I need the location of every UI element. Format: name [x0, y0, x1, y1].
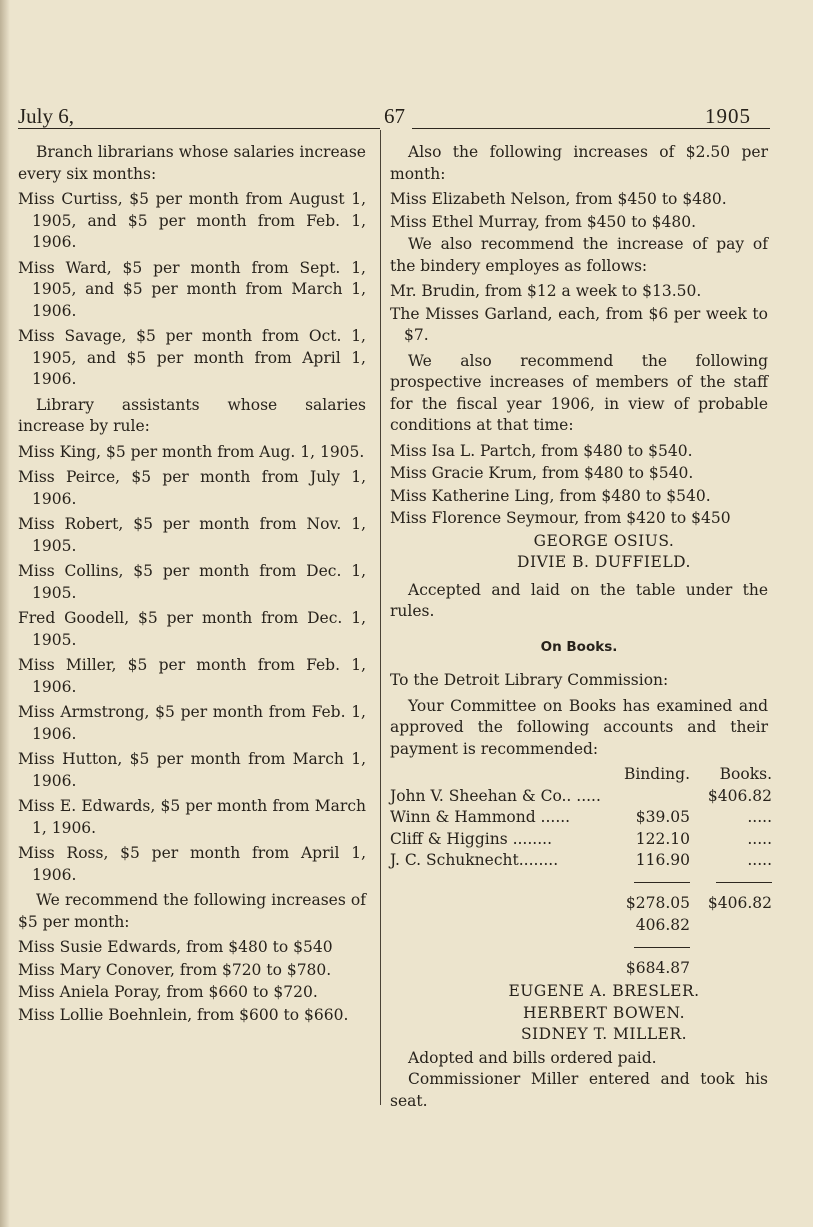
list-item: Miss Miller, $5 per month from Feb. 1, 1906. — [18, 656, 366, 696]
subtotal-rule — [716, 882, 772, 883]
table-row — [390, 829, 772, 851]
list-item: Miss Armstrong, $5 per month from Feb. 1, 1906. — [18, 703, 366, 743]
table-row — [390, 786, 772, 808]
signature-line: GEORGE OSIUS. — [533, 531, 675, 550]
list-item: Miss Robert, $5 per month from Nov. 1, 1905. — [18, 515, 366, 555]
books-amount: $406.82 — [707, 786, 772, 805]
list-item: Miss Savage, $5 per month from Oct. 1, 1905, and $5 per month from April 1, 1906. — [18, 327, 366, 388]
books-amount: ..... — [747, 808, 772, 826]
header-year: 1905 — [705, 104, 751, 128]
list-item: The Misses Garland, each, from $6 per week to $7. — [390, 304, 768, 344]
account-name: Cliff & Higgins ........ — [390, 829, 552, 848]
list-item: Mr. Brudin, from $12 a week to $13.50. — [390, 282, 702, 300]
list-item: Miss Curtiss, $5 per month from August 1, 1905, and $5 per month from Feb. 1, 1906. — [18, 190, 366, 251]
binding-subtotal: $278.05 — [625, 894, 690, 912]
account-name: Winn & Hammond ...... — [390, 808, 571, 826]
subtotal-rule — [634, 882, 690, 883]
signature-line: DIVIE B. DUFFIELD. — [517, 553, 691, 571]
page-number: 67 — [384, 104, 405, 128]
table-row — [390, 850, 772, 872]
header-rule-right — [412, 128, 770, 129]
adopted-note: Adopted and bills ordered paid. — [408, 1048, 657, 1067]
list-item: Miss Katherine Ling, from $480 to $540. — [390, 486, 711, 505]
prospective-increases-intro: We also recommend the following prospective increases of members of the staff for the fiscal year 1906, in view of probable conditions at that time: — [390, 351, 768, 434]
list-item: Miss King, $5 per month from Aug. 1, 1905. — [18, 442, 365, 461]
right-column — [390, 142, 772, 1116]
list-item: Miss Ward, $5 per month from Sept. 1, 1905, and $5 per month from March 1, 1906. — [18, 258, 366, 320]
account-name: J. C. Schuknecht........ — [390, 851, 559, 869]
list-item: Miss Lollie Boehnlein, from $600 to $660. — [18, 1005, 349, 1024]
list-item: Miss Ross, $5 per month from April 1, 1906. — [18, 844, 366, 884]
signature-line: SIDNEY T. MILLER. — [520, 1025, 688, 1043]
list-item: Fred Goodell, $5 per month from Dec. 1, 1905. — [18, 609, 366, 649]
recommend-increases-intro: We recommend the following increases of $5 per month: — [18, 891, 366, 931]
list-item: Miss Gracie Krum, from $480 to $540. — [390, 464, 694, 482]
total-rule-row — [390, 936, 772, 958]
list-item: Miss Peirce, $5 per month from July 1, 1906. — [18, 468, 366, 508]
books-amount: ..... — [747, 829, 772, 848]
total-row — [390, 958, 772, 980]
list-item: Miss Hutton, $5 per month from March 1, 1906. — [18, 750, 366, 790]
books-amount: ..... — [747, 851, 772, 869]
committee-report: Your Committee on Books has examined and approved the following accounts and their payment is recommended: — [390, 696, 768, 758]
list-item: Miss Susie Edwards, from $480 to $540 — [18, 938, 333, 956]
books-subtotal: $406.82 — [707, 894, 772, 912]
accepted-note: Accepted and laid on the table under the rules. — [390, 580, 768, 620]
carry-row — [390, 915, 772, 937]
account-name: John V. Sheehan & Co.. ..... — [390, 786, 601, 805]
binding-amount: 122.10 — [635, 829, 690, 848]
salutation: To the Detroit Library Commission: — [390, 671, 669, 689]
list-item: Miss Mary Conover, from $720 to $780. — [18, 960, 332, 979]
signature-line: HERBERT BOWEN. — [523, 1003, 685, 1022]
books-column-header: Books. — [719, 765, 772, 783]
list-item: Miss Isa L. Partch, from $480 to $540. — [390, 441, 693, 460]
list-item: Miss Aniela Poray, from $660 to $720. — [18, 983, 318, 1001]
grand-total: $684.87 — [625, 958, 690, 977]
also-increases-intro: Also the following increases of $2.50 per month: — [390, 143, 768, 183]
table-row — [390, 807, 772, 829]
column-divider — [380, 130, 381, 1105]
list-item: Miss E. Edwards, $5 per month from March 1, 1906. — [18, 797, 366, 837]
accounts-table — [390, 764, 772, 979]
list-item: Miss Ethel Murray, from $450 to $480. — [390, 212, 697, 231]
binding-amount: $39.05 — [635, 808, 690, 826]
header-rule-left — [18, 128, 380, 129]
commissioner-note: Commissioner Miller entered and took his seat. — [390, 1070, 768, 1110]
binding-shadow — [0, 0, 10, 1227]
list-item: Miss Florence Seymour, from $420 to $450 — [390, 509, 731, 527]
branch-librarians-intro: Branch librarians whose salaries increase every six months: — [18, 143, 366, 183]
binding-amount — [608, 786, 690, 808]
subtotal-row — [390, 893, 772, 915]
left-column — [18, 142, 366, 1027]
subtotal-rule-row — [390, 872, 772, 894]
list-item: Miss Collins, $5 per month from Dec. 1, 1905. — [18, 562, 366, 602]
total-rule — [634, 947, 690, 948]
section-heading-on-books: On Books. — [540, 638, 618, 655]
books-carried-amount: 406.82 — [635, 915, 690, 934]
list-item: Miss Elizabeth Nelson, from $450 to $480. — [390, 190, 727, 208]
header-date: July 6, — [18, 104, 75, 128]
library-assistants-intro: Library assistants whose salaries increase by rule: — [18, 395, 366, 435]
signature-line: EUGENE A. BRESLER. — [508, 982, 700, 1000]
table-header-row — [390, 764, 772, 786]
binding-column-header: Binding. — [623, 765, 690, 783]
bindery-intro: We also recommend the increase of pay of the bindery employes as follows: — [390, 235, 768, 275]
binding-amount: 116.90 — [635, 851, 690, 869]
